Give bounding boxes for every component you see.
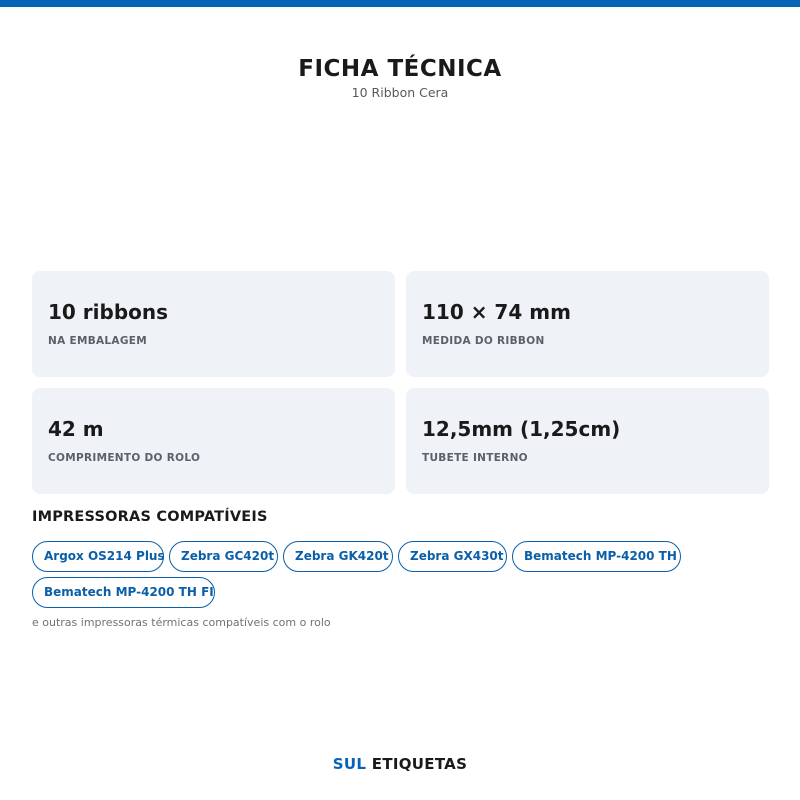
spec-label: COMPRIMENTO DO ROLO <box>48 452 201 464</box>
compatible-printers-title: IMPRESSORAS COMPATÍVEIS <box>32 509 268 525</box>
brand-name-part1: SUL <box>332 755 367 773</box>
spec-value: 12,5mm (1,25cm) <box>422 417 621 441</box>
footer-brand <box>0 755 800 773</box>
compatibility-note: e outras impressoras térmicas compatíveis com o rolo <box>32 616 331 629</box>
spec-value: 10 ribbons <box>48 300 169 324</box>
spec-card-length <box>32 388 395 494</box>
printer-chip: Zebra GK420t <box>283 541 393 572</box>
printer-chip: Bematech MP-4200 TH <box>512 541 681 572</box>
brand-name-part2: ETIQUETAS <box>371 755 468 773</box>
spec-label: TUBETE INTERNO <box>422 452 528 464</box>
page-title: FICHA TÉCNICA <box>298 56 502 82</box>
printer-chip: Zebra GC420t <box>169 541 278 572</box>
printer-chip: Bematech MP-4200 TH FI <box>32 577 215 608</box>
printer-chip: Argox OS214 Plus <box>32 541 164 572</box>
top-accent-bar <box>0 0 800 7</box>
spec-card-core <box>406 388 769 494</box>
spec-label: NA EMBALAGEM <box>48 335 147 347</box>
spec-label: MEDIDA DO RIBBON <box>422 335 545 347</box>
spec-card-quantity <box>32 271 395 377</box>
spec-value: 42 m <box>48 417 104 441</box>
printer-chip: Zebra GX430t <box>398 541 507 572</box>
page-subtitle: 10 Ribbon Cera <box>351 85 449 100</box>
spec-value: 110 × 74 mm <box>422 300 571 324</box>
spec-card-size <box>406 271 769 377</box>
page-header <box>0 55 800 101</box>
